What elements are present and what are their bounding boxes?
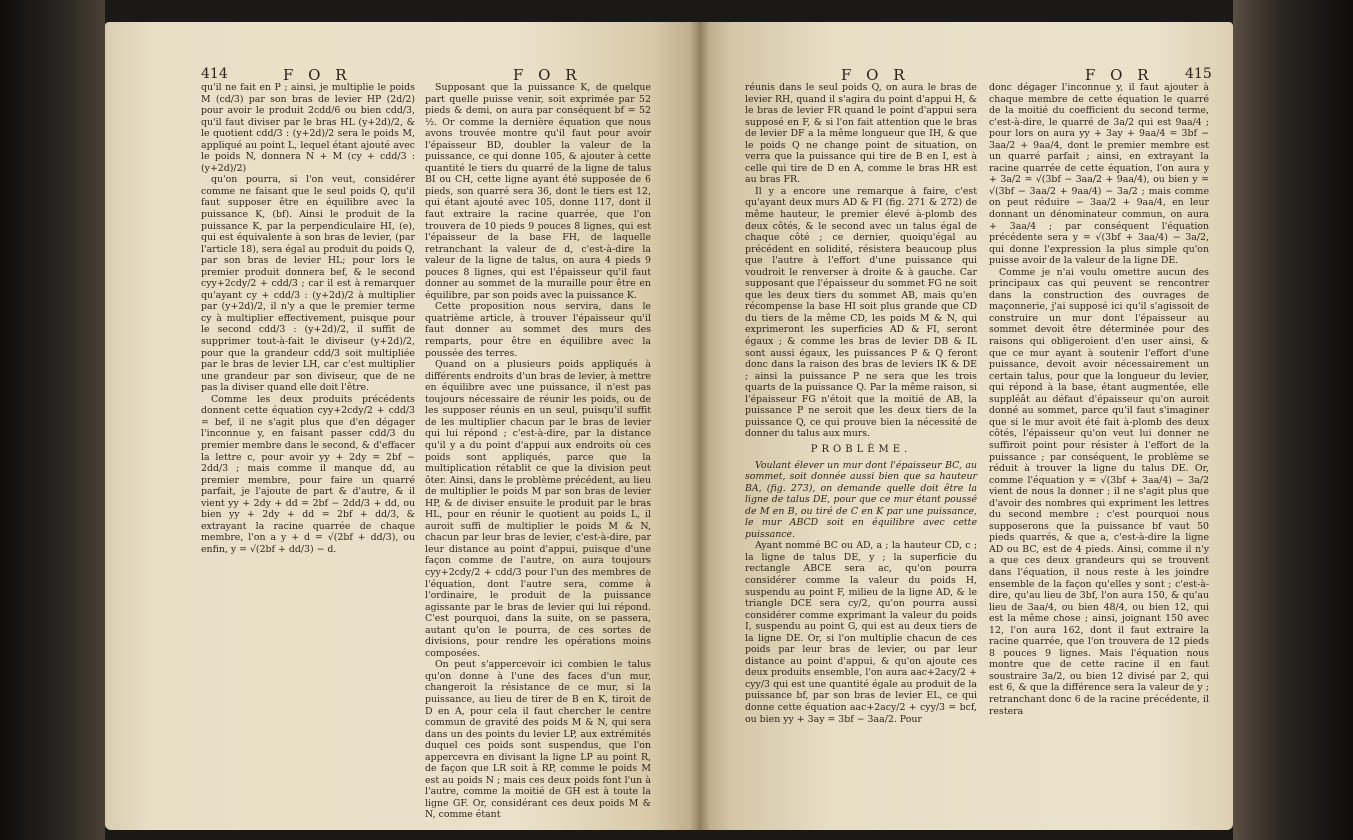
c3-para-2: Il y a encore une remarque à faire, c'est qu'ayant deux murs AD & FI (fig. 271 & 272) de même hauteur, le premier élevé à-plomb des deux côtés, & le second avec un talus égal de chaque côté ; ce dernier, quoiqu'égal au précédent en solidité, résistera beaucoup plus que l'autre à l'effort d'une puissance qui voudroit le renverser à droite & à gauche. Car supposant que l'épaisseur du sommet FG ne soit que les deux tiers du sommet AB, mais qu'en récompense la base HI soit plus grande que CD du tiers de la même CD, les poids M & N, qui exprimeront les superficies AD & FI, seront égaux ; & comme les bras de levier DB & IL sont aussi égaux, les puissances P & Q feront donc dans la raison des bras de leviers IK & DE ; ainsi la puissance P ne sera que les trois quarts de la puissance Q. Par la même raison, si l'épaisseur FG n'étoit que la moitié de AB, la puissance P ne seroit que les deux tiers de la puissance Q, ce qui prouve bien la nécessité de donner du talus aux murs. bbox=[745, 185, 977, 440]
scan-background-left bbox=[0, 0, 105, 840]
c1-para-2: qu'on pourra, si l'on veut, considérer comme ne faisant que le seul poids Q, qu'il faut supposer être en équilibre avec la puissance K, (bf). Ainsi le produit de la puissance K, par la perpendiculaire HI, (e), qui est équivalente à son bras de levier, (par l'article 18), sera égal au produit du poids Q, par son bras de levier HL; pour lors le premier produit donnera bef, & le second cyy+2cdy/2 + cdd/3 ; car il est à remarquer qu'ayant cy + cdd/3 : (y+2d)/2 à multiplier par (y+2d)/2, il n'y a que le premier terme cy à multiplier effectivement, puisque pour le second cdd/3 : (y+2d)/2, il suffit de supprimer tout-à-fait le diviseur (y+2d)/2, pour que la grandeur cdd/3 soit multipliée par le bras de levier LH, car c'est multiplier une grandeur par son diviseur, que de ne pas la diviser quand elle doit l'être. bbox=[201, 174, 415, 394]
left-page bbox=[105, 22, 699, 830]
c2-para-4: On peut s'appercevoir ici combien le talus qu'on donne à l'une des faces d'un mur, changeroit la résistance de ce mur, si la puissance, au lieu de tirer de B en K, tiroit de D en A, pour cela il faut chercher le centre commun de gravité des poids M & N, qui sera dans un des points du levier LP, aux extrémités duquel ces poids sont suspendus, que l'on appercevra en divisant la ligne LP au point R, de façon que LR soit à RP, comme le poids M est au poids N ; mais ces deux poids font l'un à l'autre, comme la moitié de GH est à toute la ligne GF. Or, considérant ces deux poids M & N, comme étant bbox=[425, 659, 651, 821]
column-4 bbox=[989, 82, 1209, 717]
column-1 bbox=[201, 82, 415, 555]
c2-para-1: Supposant que la puissance K, de quelque part quelle puisse venir, soit exprimée par 52 pieds & demi, on aura par conséquent bf = 52 ½. Or comme la dernière équation que nous avons trouvée montre qu'il faut pour avoir l'épaisseur BD, doubler la valeur de la puissance, ce qui donne 105, & ajouter à cette quantité le tiers du quarré de la ligne de talus BI ou CH, cette ligne ayant été supposée de 6 pieds, son quarré sera 36, dont le tiers est 12, qui étant ajouté avec 105, donne 117, dont il faut extraire la racine quarrée, que l'on trouvera de 10 pieds 9 pouces 8 lignes, qui est l'épaisseur de la base FH, de laquelle retranchant la valeur de d, c'est-à-dire la valeur de la ligne de talus, on aura 4 pieds 9 pouces 8 lignes, qui est l'épaisseur qu'il faut donner au sommet de la muraille pour être en équilibre, par son poids avec la puissance K. bbox=[425, 82, 651, 301]
c1-para-1: qu'il ne fait en P ; ainsi, je multiplie le poids M (cd/3) par son bras de levier HP (2d/2) pour avoir le produit 2cdd/6 ou bien cdd/3, qu'il faut diviser par le bras HL (y+2d)/2, & le quotient cdd/3 : (y+2d)/2 sera le poids M, appliqué au point L, lequel étant ajouté avec le poids N, donnera N + M (cy + cdd/3 : (y+2d)/2) bbox=[201, 82, 415, 174]
c3b-para-1: Voulant élever un mur dont l'épaisseur BC, au sommet, soit donnée aussi bien que sa hauteur BA, (fig. 273), on demande quelle doit être la ligne de talus DE, pour que ce mur étant poussé de M en B, ou tiré de C en K par une puissance, le mur ABCD soit en équilibre avec cette puissance. bbox=[745, 459, 977, 540]
left-folio: 414 bbox=[201, 66, 228, 82]
left-running-head: F O R bbox=[283, 66, 352, 84]
center-right-running-head: F O R bbox=[841, 66, 910, 84]
c4-para-2: Comme je n'ai voulu omettre aucun des principaux cas qui peuvent se rencontrer dans la construction des ouvrages de maçonnerie, j'ai supposé ici qu'il s'agissoit de construire un mur dont l'épaisseur au sommet devoit être déterminée pour des raisons qui obligeroient d'en user ainsi, & que ce mur ayant à soutenir l'effort d'une puissance, devoit avoir nécessairement un certain talus, pour que la longueur du levier, qui répond à la base, étant augmentée, elle suppléât au défaut d'épaisseur qu'on auroit donné au sommet, parce qu'il faut s'imaginer que si le mur avoit été fait à-plomb des deux côtés, l'épaisseur qu'on veut lui donner ne suffiroit point pour résister à l'effort de la puissance ; par conséquent, le problème se réduit à trouver la ligne du talus DE. Or, comme l'équation y = √(3bf + 3aa/4) − 3a/2 vient de nous la donner ; il ne s'agit plus que d'avoir des nombres qui expriment les lettres du second membre ; c'est pourquoi nous supposerons que la puissance bf vaut 50 pieds quarrés, & que a, c'est-à-dire la ligne AD ou BC, est de 4 pieds. Ainsi, comme il n'y a que ces deux grandeurs qui se trouvent dans l'équation, il nous reste à les joindre ensemble de la façon qu'elles y sont ; c'est-à-dire, qu'au lieu de 3bf, l'on aura 150, & qu'au lieu de 3aa/4, ou bien 48/4, ou bien 12, qui est la même chose ; ainsi, joignant 150 avec 12, l'on aura 162, dont il faut extraire la racine quarrée, que l'on trouvera de 12 pieds 8 pouces 9 lignes. Mais l'équation nous montre que de cette racine il en faut soustraire 3a/2, ou bien 12 divisé par 2, qui est 6, & que la différence sera la valeur de y ; retranchant donc 6 de la racine précédente, il restera bbox=[989, 266, 1209, 717]
scan-background-right bbox=[1233, 0, 1353, 840]
c3-para-1: réunis dans le seul poids Q, on aura le bras de levier RH, quand il s'agira du point d'appui H, & le bras de levier FR quand le point d'appui sera supposé en F, & si l'on fait attention que le bras de levier DF a la même longueur que IH, & que le poids Q ne change point de situation, on verra que la puissance qui tire de B en I, est à celle qui tire de D en A, comme le bras HR est au bras FR. bbox=[745, 82, 977, 186]
book-gutter bbox=[690, 22, 710, 830]
problem-title: PROBLÈME. bbox=[810, 443, 912, 455]
right-folio: 415 bbox=[1185, 66, 1212, 82]
c1-para-3: Comme les deux produits précédents donnent cette équation cyy+2cdy/2 + cdd/3 = bef, il ne s'agit plus que d'en dégager l'inconnue y, en faisant passer cdd/3 du premier membre dans le second, & d'effacer la lettre c, pour avoir yy + 2dy = 2bf − 2dd/3 ; mais comme il manque dd, au premier membre, pour faire un quarré parfait, je l'ajoute de part & d'autre, & il vient yy + 2dy + dd = 2bf − 2dd/3 + dd, ou bien yy + 2dy + dd = 2bf + dd/3, & extrayant la racine quarrée de chaque membre, l'on a y + d = √(2bf + dd/3), ou enfin, y = √(2bf + dd/3) − d. bbox=[201, 393, 415, 555]
c2-para-3: Quand on a plusieurs poids appliqués à différents endroits d'un bras de levier, à mettre en équilibre avec une puissance, il n'est pas toujours nécessaire de réunir les poids, ou de les supposer réunis en un seul, puisqu'il suffit de les multiplier chacun par le bras de levier qui lui répond ; c'est-à-dire, par la distance qu'il y a du point d'appui aux endroits où ces poids sont appliqués, parce que la multiplication rétablit ce que la division peut ôter. Ainsi, dans le problème précédent, au lieu de multiplier le poids M par son bras de levier HP, & de diviser ensuite le produit par le bras HL, pour en réunir le quotient au poids L, il auroit suffi de multiplier le poids M & N, chacun par leur bras de levier, c'est-à-dire, par leur distance au point d'appui, puisque d'une façon comme de l'autre, on aura toujours cyy+2cdy/2 + cdd/3 pour l'un des membres de l'équation, dont l'autre sera, comme à l'ordinaire, le produit de la puissance agissante par le bras de levier qui lui répond. C'est pourquoi, dans la suite, on se passera, autant qu'on le pourra, de ces sortes de divisions, pour rendre les opérations moins composées. bbox=[425, 359, 651, 659]
c3b-para-2: Ayant nommé BC ou AD, a ; la hauteur CD, c ; la ligne de talus DE, y ; la superficie du rectangle ABCE sera ac, qu'on pourra considérer comme la valeur du poids H, suspendu au point F, milieu de la ligne AD, & le triangle DCE sera cy/2, qu'on pourra aussi considérer comme exprimant la valeur du poids I, suspendu au point G, qui est au deux tiers de la ligne DE. Or, si l'on multiplie chacun de ces poids par leur bras de levier, ou par leur distance au point d'appui, & qu'on ajoute ces deux produits ensemble, l'on aura aac+2acy/2 + cyy/3 qui est une quantité égale au produit de la puissance bf, par son bras de levier EL, ce qui donne cette équation aac+2acy/2 + cyy/3 = bcf, ou bien yy + 3ay = 3bf − 3aa/2. Pour bbox=[745, 540, 977, 725]
right-running-head: F O R bbox=[1085, 66, 1154, 84]
column-2 bbox=[425, 82, 651, 821]
c2-para-2: Cette proposition nous servira, dans le quatrième article, à trouver l'épaisseur qu'il faut donner au sommet des murs des remparts, pour être en équilibre avec la poussée des terres. bbox=[425, 301, 651, 359]
c4-para-1: donc dégager l'inconnue y, il faut ajouter à chaque membre de cette équation le quarré de la moitié du coefficient du second terme, c'est-à-dire, le quarré de 3a/2 qui est 9aa/4 ; pour lors on aura yy + 3ay + 9aa/4 = 3bf − 3aa/2 + 9aa/4, dont le premier membre est un quarré parfait ; ainsi, en extrayant la racine quarrée de cette équation, l'on aura y + 3a/2 = √(3bf − 3aa/2 + 9aa/4), ou bien y = √(3bf − 3aa/2 + 9aa/4) − 3a/2 ; mais comme on peut réduire − 3aa/2 + 9aa/4, en leur donnant un dénominateur commun, on aura + 3aa/4 ; par conséquent l'équation précédente sera y = √(3bf + 3aa/4) − 3a/2, qui donne l'expression la plus simple qu'on puisse avoir de la valeur de la ligne DE. bbox=[989, 82, 1209, 267]
right-page bbox=[699, 22, 1233, 830]
column-3 bbox=[745, 82, 977, 725]
center-left-running-head: F O R bbox=[513, 66, 582, 84]
